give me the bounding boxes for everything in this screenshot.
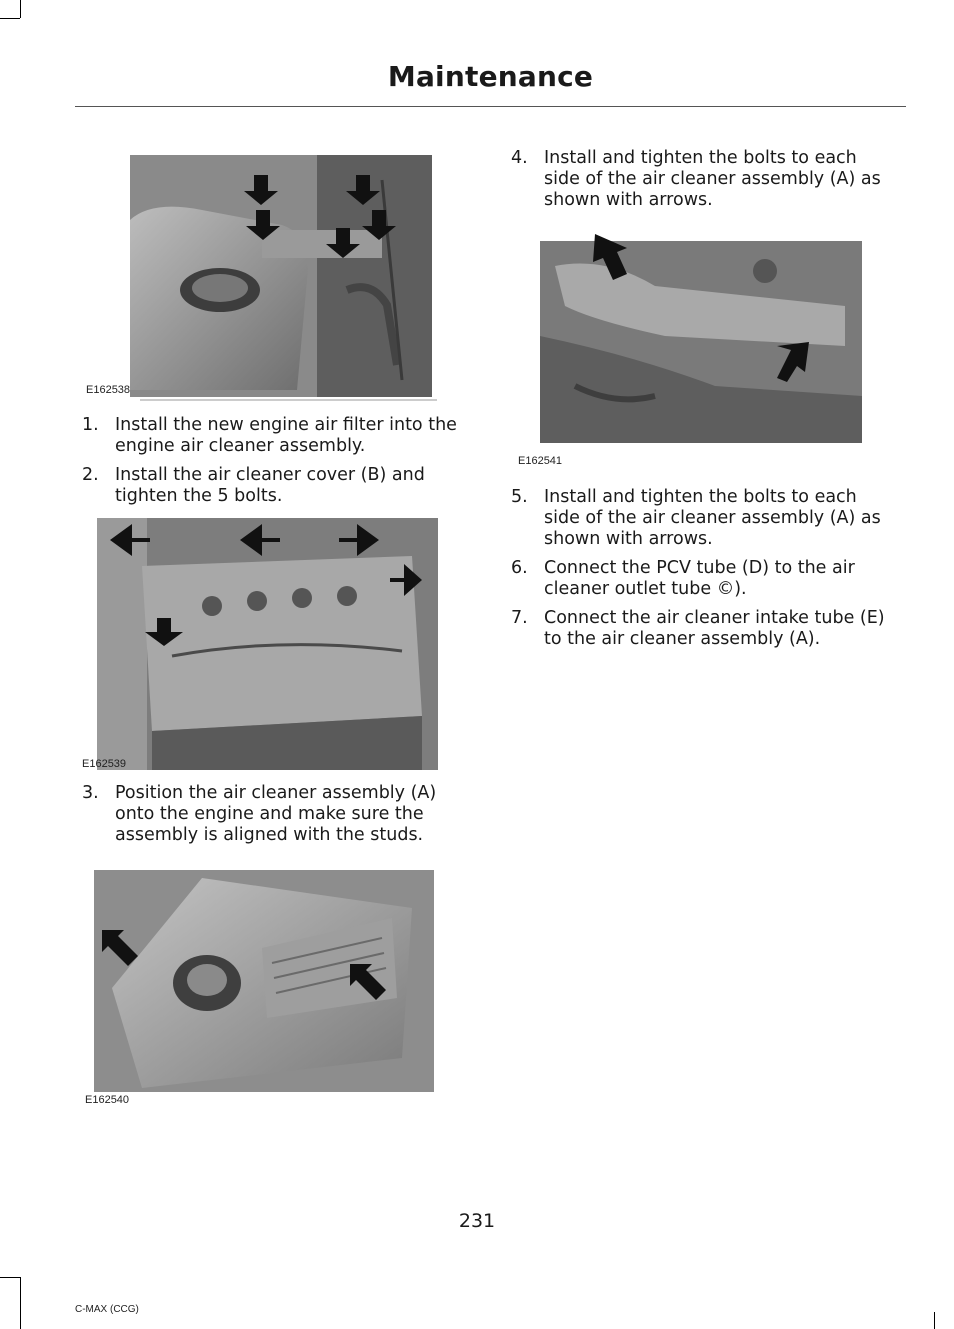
title-rule [75,106,906,107]
figure-id: E162539 [82,758,127,770]
page-title: Maintenance [387,60,594,93]
figure-engine-bolts [82,516,442,774]
figure-intake-tube [515,226,870,474]
model-label: C-MAX (CCG) [75,1304,139,1315]
engine-top-illustration [82,516,442,774]
crop-mark [20,0,21,18]
intake-tube-illustration [515,226,870,474]
crop-mark [0,1277,20,1278]
engine-cover-illustration [82,150,442,402]
figure-air-cleaner-cover [82,150,442,402]
page-number: 231 [458,1210,496,1232]
figure-id: E162538 [86,384,131,396]
assembly-illustration [82,868,442,1108]
figure-assembly-position [82,868,442,1108]
crop-mark [0,18,20,19]
crop-mark [934,1312,935,1329]
figure-id: E162541 [518,455,563,467]
figure-id: E162540 [85,1094,130,1106]
crop-mark [20,1277,21,1329]
